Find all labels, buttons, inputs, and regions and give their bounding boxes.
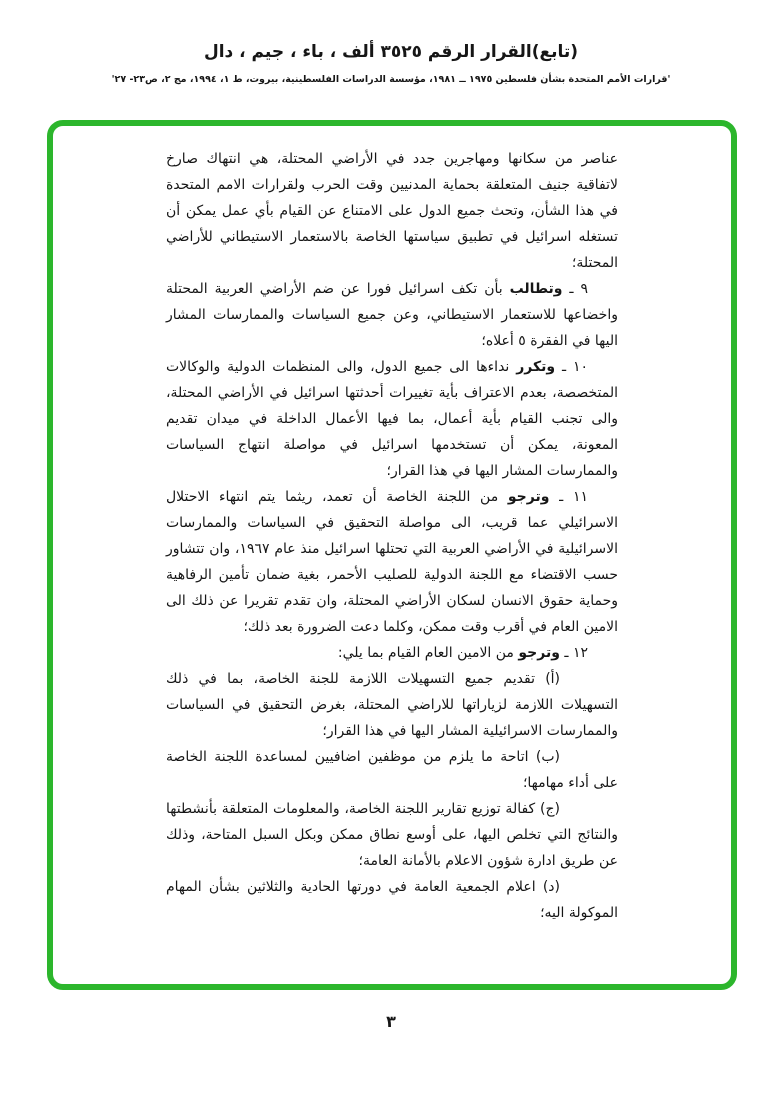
page-footer [0, 1012, 782, 1031]
green-highlight-border [47, 120, 737, 990]
paragraph-text: من اللجنة الخاصة أن تعمد، ريثما يتم انتهاء الاحتلال الاسرائيلي عما قريب، الى مواصلة التحقيق في السياسات والممارسات الاسرائيلية في الأراضي العربية التي تحتلها اسرائيل منذ عام ١٩٦٧، وان تتشاور حسب الاقتضاء مع اللجنة الدولية للصليب الأحمر، بغية ضمان تأمين الرفاهية وحماية حقوق الانسان لسكان الأراضي المحتلة، وان تقدم تقريرا عن ذلك الى الامين العام في أقرب وقت ممكن، وكلما دعت الضرورة بعد ذلك؛ [166, 489, 619, 635]
paragraph-lead-bold: وتكرر [516, 359, 556, 375]
subitem-letter: (أ) [534, 671, 561, 687]
paragraph-text: كفالة توزيع تقارير اللجنة الخاصة، والمعلومات المتعلقة بأنشطتها والنتائج التي تخلص اليها، على أوسع نطاق ممكن وبكل السبل المتاحة، وذلك عن طريق ادارة شؤون الاعلام بالأمانة العامة؛ [166, 801, 618, 869]
document-header [0, 42, 782, 85]
subitem-letter: (ب) [528, 749, 560, 765]
paragraph-number: ١١ ـ [549, 489, 588, 505]
subitem-j [166, 796, 618, 874]
subitem-b [166, 744, 618, 796]
paragraph-text: تقديم جميع التسهيلات اللازمة للجنة الخاصة، بما في ذلك التسهيلات اللازمة لزياراتها للاراضي المحتلة، بغرض التحقيق في السياسات والممارسات الاسرائيلية المشار اليها في هذا القرار؛ [166, 671, 618, 739]
paragraph-number: ١٢ ـ [559, 645, 588, 661]
paragraph-lead-bold: وتطالب [509, 281, 563, 297]
subitem-letter: (د) [535, 879, 561, 895]
paragraph-continuation [166, 146, 618, 276]
page-number: ٣ [386, 1012, 396, 1031]
paragraph-11 [166, 484, 618, 640]
paragraph-9 [166, 276, 618, 354]
paragraph-lead-bold: وترجو [507, 489, 550, 505]
paragraph-text: اعلام الجمعية العامة في دورتها الحادية والثلاثين بشأن المهام الموكولة اليه؛ [166, 879, 618, 921]
paragraph-text: بأن تكف اسرائيل فورا عن ضم الأراضي العربية المحتلة واخضاعها للاستعمار الاستيطاني، وعن جميع السياسات والممارسات المشار اليها في الفقرة ٥ أعلاه؛ [166, 281, 618, 349]
paragraph-12 [166, 640, 618, 666]
paragraph-number: ٩ ـ [562, 281, 588, 297]
paragraph-text: اتاحة ما يلزم من موظفين اضافيين لمساعدة اللجنة الخاصة على أداء مهامها؛ [166, 749, 618, 791]
document-title: (تابع)القرار الرقم ٣٥٢٥ ألف ، باء ، جيم ، دال [203, 42, 579, 62]
paragraph-number: ١٠ ـ [555, 359, 588, 375]
paragraph-text: من الامين العام القيام بما يلي: [337, 645, 519, 661]
subitem-a [166, 666, 618, 744]
paragraph-lead-bold: وترجو [518, 645, 560, 661]
body-text-column [166, 146, 618, 926]
paragraph-text: عناصر من سكانها ومهاجرين جدد في الأراضي المحتلة، هي انتهاك صارخ لاتفاقية جنيف المتعلقة بحماية المدنيين وقت الحرب ولقرارات الامم المتحدة في هذا الشأن، وتحث جميع الدول على الامتناع عن القيام بأي عمل يمكن أن تستغله اسرائيل في تطبيق سياستها الخاصة بالاستعمار الاستيطاني للأراضي المحتلة؛ [166, 151, 618, 271]
subitem-letter: (ج) [535, 801, 560, 817]
paragraph-10 [166, 354, 618, 484]
document-source-line: 'قرارات الأمم المتحدة بشأن فلسطين ١٩٧٥ ــ ١٩٨١، مؤسسة الدراسات الفلسطينية، بيروت، ط ١، ١٩٩٤، مج ٢، ص٢٣- ٢٧' [111, 74, 671, 85]
subitem-d [166, 874, 618, 926]
paragraph-text: نداءها الى جميع الدول، والى المنظمات الدولية والوكالات المتخصصة، بعدم الاعتراف بأية تغييرات أحدثتها اسرائيل في الأراضي المحتلة، والى تجنب القيام بأية أعمال، بما فيها الأعمال الداخلة في ميدان تقديم المعونة، يمكن أن تستخدمها اسرائيل في مواصلة انتهاج السياسات والممارسات المشار اليها في هذا القرار؛ [166, 359, 618, 479]
